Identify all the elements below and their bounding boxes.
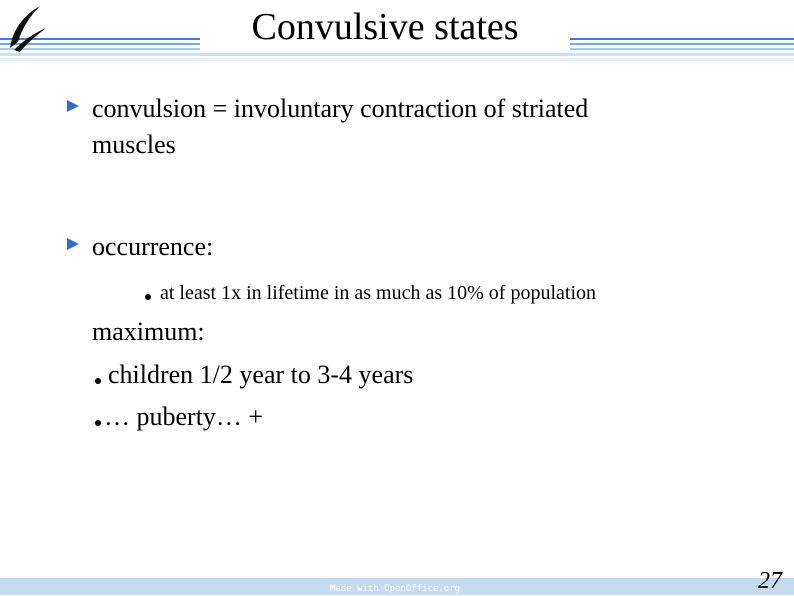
page-number: 27	[758, 568, 782, 594]
maximum-label: maximum:	[92, 317, 205, 346]
max-item-dot	[95, 420, 101, 426]
sub-bullet-text: at least 1x in lifetime in as much as 10% of population	[160, 282, 597, 304]
arrow-bullet-icon	[66, 237, 80, 251]
page-title: Convulsive states	[200, 2, 570, 52]
max-item-2: … puberty… +	[104, 402, 264, 431]
bullet-1-line-2: muscles	[92, 130, 176, 159]
slide-header	[0, 0, 794, 62]
footer-credit: Made with OpenOffice.org	[330, 584, 461, 594]
max-item-dot	[95, 378, 101, 384]
arrow-bullet-icon	[66, 99, 80, 113]
bullet-2-line-1: occurrence:	[92, 232, 214, 261]
max-item-1: children 1/2 year to 3-4 years	[108, 360, 414, 389]
bullet-1-line-1: convulsion = involuntary contraction of striated	[92, 94, 589, 123]
sub-bullet-dot	[145, 294, 151, 300]
openoffice-gull-logo-icon	[4, 2, 48, 52]
